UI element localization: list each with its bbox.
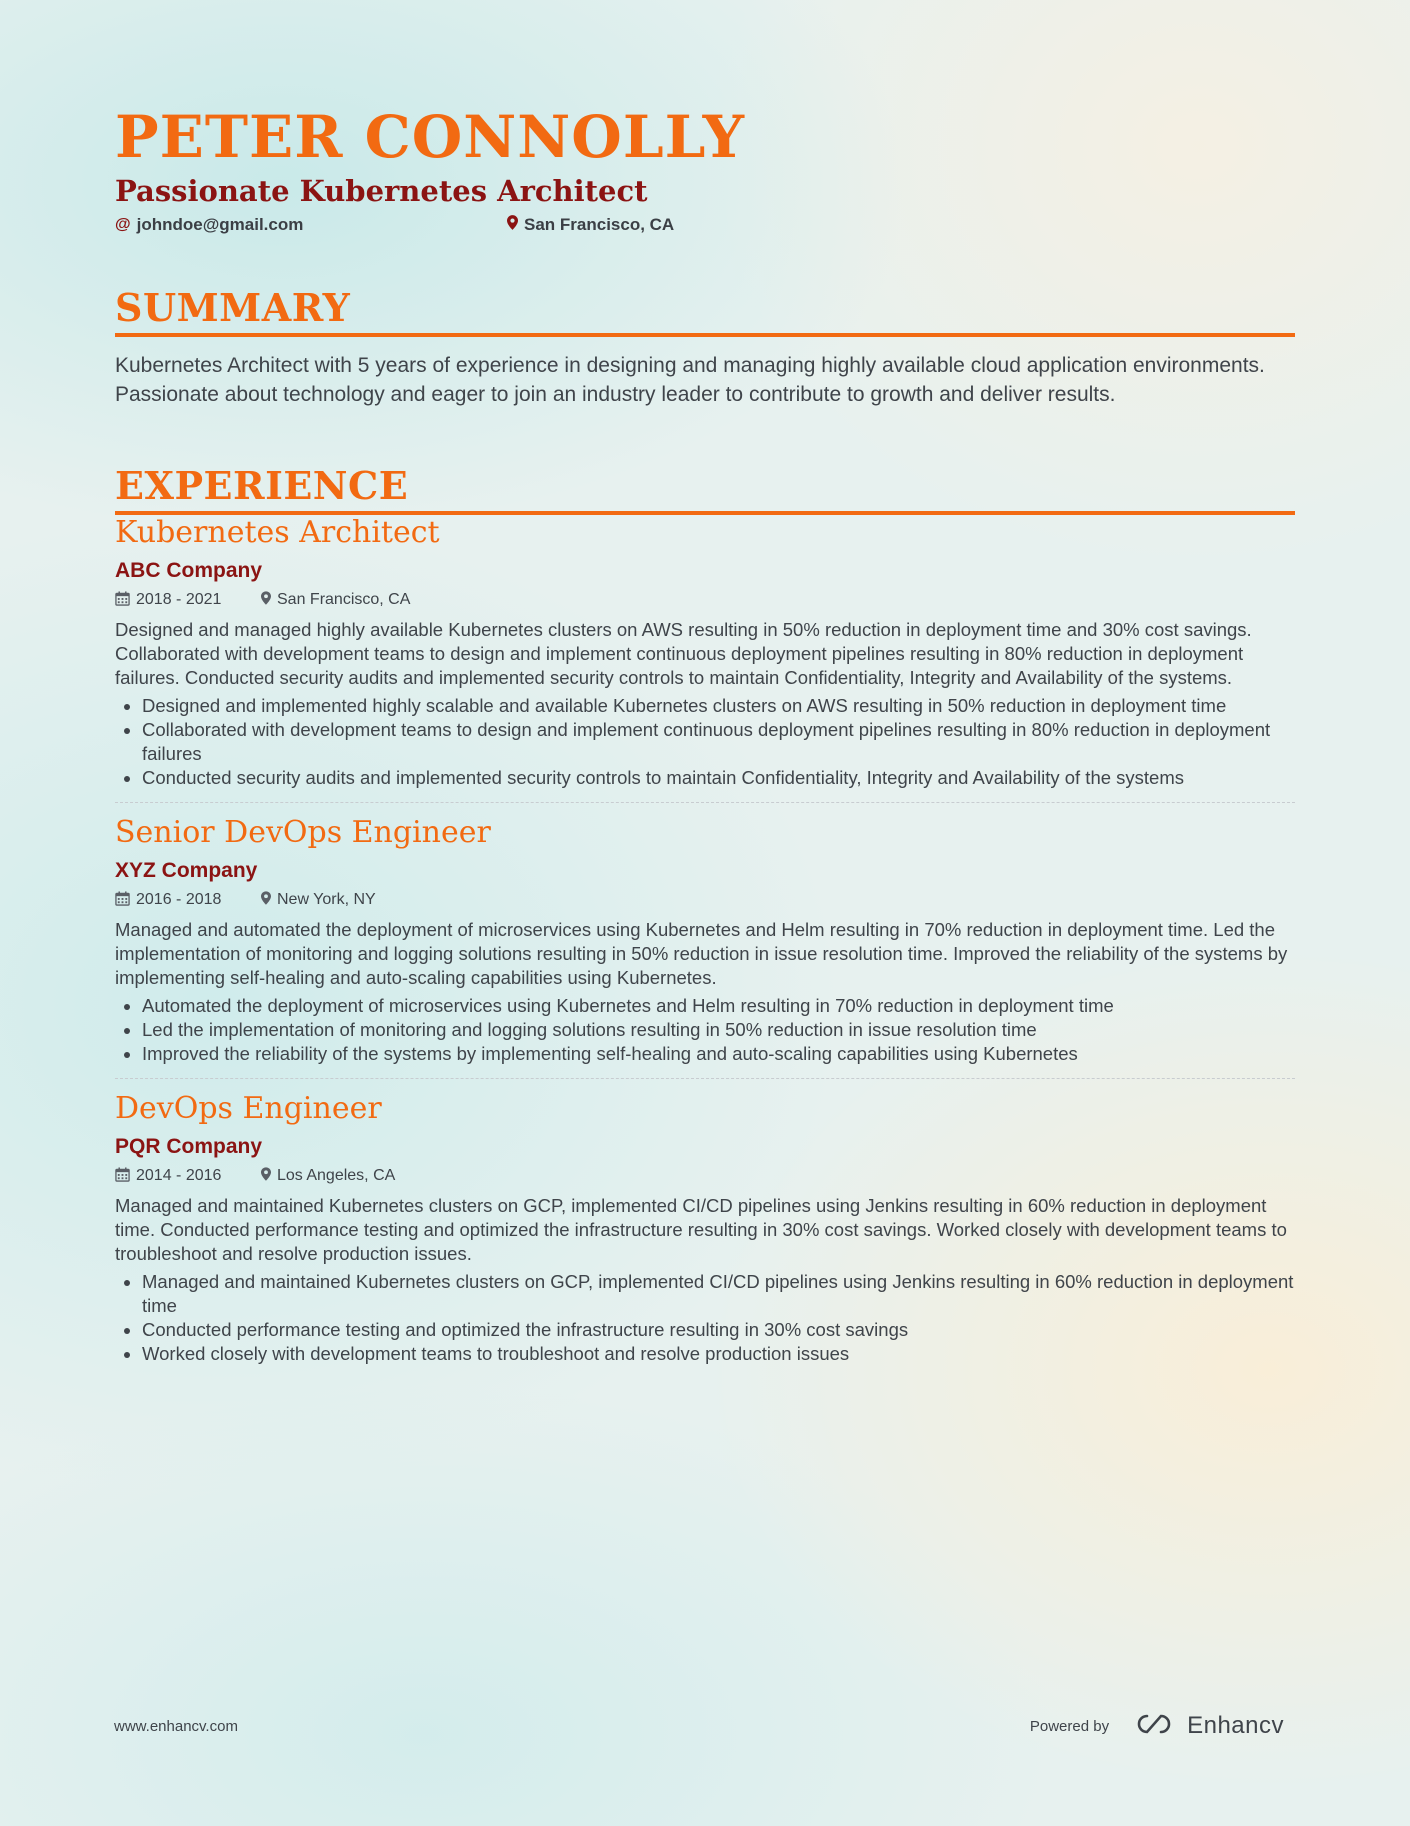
job-bullets	[115, 994, 1295, 1066]
company-name: PQR Company	[115, 1134, 263, 1158]
experience-heading: EXPERIENCE	[115, 467, 1295, 515]
job-title: Kubernetes Architect	[115, 514, 440, 550]
dates-text: 2016 - 2018	[136, 891, 222, 909]
company-name: ABC Company	[115, 558, 263, 582]
list-item: • Conducted performance testing and optimized the infrastructure resulting in 30% cost savings	[142, 1318, 1295, 1342]
list-item: • Conducted security audits and implemented security controls to maintain Confidentiality, Integrity and Availability of the systems	[142, 766, 1295, 790]
list-item: • Improved the reliability of the systems by implementing self-healing and auto-scaling capabilities using Kubernetes	[142, 1042, 1295, 1066]
location-text: San Francisco, CA	[524, 214, 675, 234]
list-item: • Worked closely with development teams to troubleshoot and resolve production issues	[142, 1342, 1295, 1366]
resume-page	[115, 100, 1295, 1376]
experience-entry	[115, 515, 1295, 800]
job-title: Senior DevOps Engineer	[115, 814, 491, 850]
job-dates	[115, 591, 261, 610]
location-text: Los Angeles, CA	[277, 1167, 396, 1185]
dates-text: 2014 - 2016	[136, 1167, 222, 1185]
job-location	[261, 1167, 395, 1185]
list-item: • Designed and implemented highly scalable and available Kubernetes clusters on AWS resulting in 50% reduction in deployment time	[142, 694, 1295, 718]
candidate-name: PETER CONNOLLY	[115, 103, 746, 171]
job-dates	[115, 1167, 261, 1186]
map-pin-icon	[261, 891, 271, 909]
list-item: • Led the implementation of monitoring and logging solutions resulting in 50% reduction in issue resolution time	[142, 1018, 1295, 1042]
map-pin-icon	[261, 591, 271, 609]
job-location	[261, 891, 376, 909]
at-sign-icon: @	[115, 215, 131, 233]
job-description: Designed and managed highly available Kubernetes clusters on AWS resulting in 50% reduction in deployment time and 30% cost savings. Collaborated with development teams to design and implement continuous deployment pipelines resulting in 80% reduction in deployment failures. Conducted security audits and implemented security controls to maintain Confidentiality, Integrity and Availability of the systems.	[115, 618, 1252, 688]
experience-entry	[115, 1078, 1295, 1376]
calendar-icon	[115, 891, 130, 910]
summary-section	[115, 284, 1295, 409]
map-pin-icon	[507, 215, 518, 235]
map-pin-icon	[261, 1167, 271, 1185]
calendar-icon	[115, 591, 130, 610]
email-text: johndoe@gmail.com	[136, 214, 304, 234]
contact-location	[507, 215, 674, 235]
summary-text: Kubernetes Architect with 5 years of experience in designing and managing highly available cloud application environments. Passionate about technology and eager to join an industry leader to contribute to growth and deliver results.	[115, 353, 1265, 406]
location-text: New York, NY	[277, 891, 376, 909]
job-meta	[115, 891, 1295, 910]
resume-header	[115, 103, 1295, 235]
summary-heading: SUMMARY	[115, 289, 1295, 337]
experience-section	[115, 462, 1295, 1376]
list-item: • Collaborated with development teams to design and implement continuous deployment pipelines resulting in 80% reduction in deployment failures	[142, 718, 1295, 766]
page-footer	[114, 1712, 1284, 1740]
job-title: DevOps Engineer	[115, 1090, 382, 1126]
website-link[interactable]: www.enhancv.com	[114, 1717, 238, 1735]
experience-entry	[115, 802, 1295, 1076]
dates-text: 2018 - 2021	[136, 591, 222, 609]
enhancv-logo[interactable]	[1133, 1712, 1284, 1740]
location-text: San Francisco, CA	[277, 591, 411, 609]
job-meta	[115, 1167, 1295, 1186]
job-bullets	[115, 1270, 1295, 1366]
candidate-headline: Passionate Kubernetes Architect	[115, 174, 648, 208]
company-name: XYZ Company	[115, 858, 258, 882]
job-description: Managed and automated the deployment of microservices using Kubernetes and Helm resulting in 70% reduction in deployment time. Led the implementation of monitoring and logging solutions resulting in 50% reduction in issue resolution time. Improved the reliability of the systems by implementing self-healing and auto-scaling capabilities using Kubernetes.	[115, 918, 1288, 988]
calendar-icon	[115, 1167, 130, 1186]
job-bullets	[115, 694, 1295, 790]
brand-name: Enhancv	[1187, 1712, 1284, 1739]
list-item: • Managed and maintained Kubernetes clusters on GCP, implemented CI/CD pipelines using Jenkins resulting in 60% reduction in deployment time	[142, 1270, 1295, 1318]
enhancv-logo-icon	[1133, 1712, 1179, 1740]
job-meta	[115, 591, 1295, 610]
contact-email[interactable]	[115, 215, 507, 235]
contact-info	[115, 215, 1295, 235]
powered-by	[1030, 1712, 1284, 1740]
job-dates	[115, 891, 261, 910]
job-description: Managed and maintained Kubernetes clusters on GCP, implemented CI/CD pipelines using Jenkins resulting in 60% reduction in deployment time. Conducted performance testing and optimized the infrastructure resulting in 30% cost savings. Worked closely with development teams to troubleshoot and resolve production issues.	[115, 1194, 1287, 1264]
job-location	[261, 591, 410, 609]
list-item: • Automated the deployment of microservices using Kubernetes and Helm resulting in 70% reduction in deployment time	[142, 994, 1295, 1018]
powered-by-label: Powered by	[1029, 1717, 1110, 1735]
